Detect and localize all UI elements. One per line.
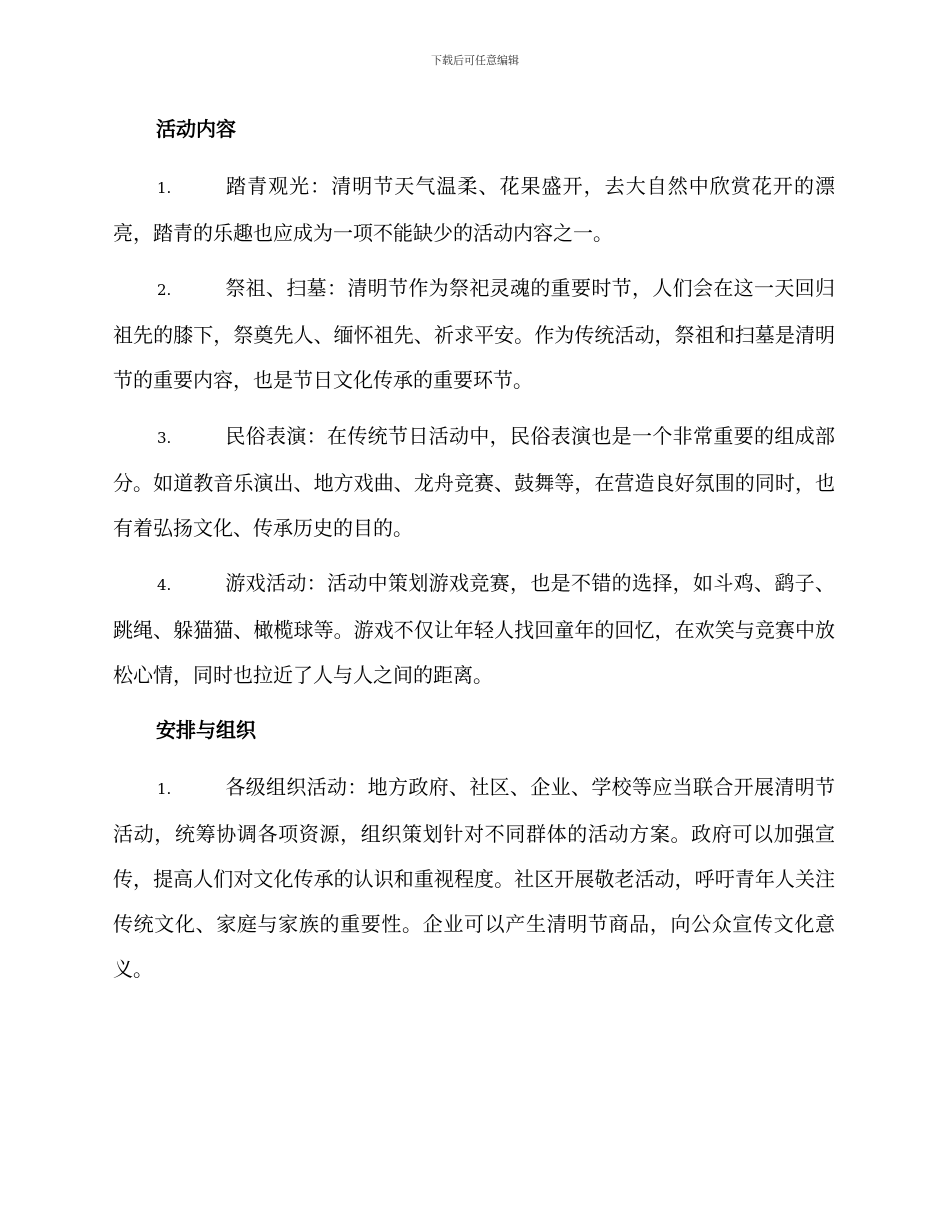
item-number: 1. xyxy=(157,780,172,798)
section-heading-organization: 安排与组织 xyxy=(156,718,256,742)
item-number: 4. xyxy=(157,576,172,594)
activity-item-2 xyxy=(113,266,835,403)
section-heading-activities: 活动内容 xyxy=(156,117,236,141)
item-number: 1. xyxy=(157,179,172,197)
item-text: 祭祖、扫墓：清明节作为祭祀灵魂的重要时节，人们会在这一天回归祖先的膝下，祭奠先人、缅怀祖先、祈求平安。作为传统活动，祭祖和扫墓是清明节的重要内容，也是节日文化传承的重要环节。 xyxy=(113,276,835,392)
item-number: 2. xyxy=(157,281,172,299)
item-text: 民俗表演：在传统节日活动中，民俗表演也是一个非常重要的组成部分。如道教音乐演出、地方戏曲、龙舟竞赛、鼓舞等，在营造良好氛围的同时，也有着弘扬文化、传承历史的目的。 xyxy=(113,424,835,540)
organization-item-1 xyxy=(113,765,835,992)
activity-item-1 xyxy=(113,164,835,256)
activity-item-3 xyxy=(113,414,835,551)
item-text: 踏青观光：清明节天气温柔、花果盛开，去大自然中欣赏花开的漂亮，踏青的乐趣也应成为一项不能缺少的活动内容之一。 xyxy=(113,174,835,245)
header-note: 下载后可任意编辑 xyxy=(431,54,519,67)
item-text: 游戏活动：活动中策划游戏竞赛，也是不错的选择，如斗鸡、鹞子、跳绳、躲猫猫、橄榄球等。游戏不仅让年轻人找回童年的回忆，在欢笑与竞赛中放松心情，同时也拉近了人与人之间的距离。 xyxy=(113,571,835,687)
item-text: 各级组织活动：地方政府、社区、企业、学校等应当联合开展清明节活动，统筹协调各项资源，组织策划针对不同群体的活动方案。政府可以加强宣传，提高人们对文化传承的认识和重视程度。社区开展敬老活动，呼吁青年人关注传统文化、家庭与家族的重要性。企业可以产生清明节商品，向公众宣传文化意义。 xyxy=(113,775,835,981)
item-number: 3. xyxy=(157,429,172,447)
activity-item-4 xyxy=(113,561,835,698)
